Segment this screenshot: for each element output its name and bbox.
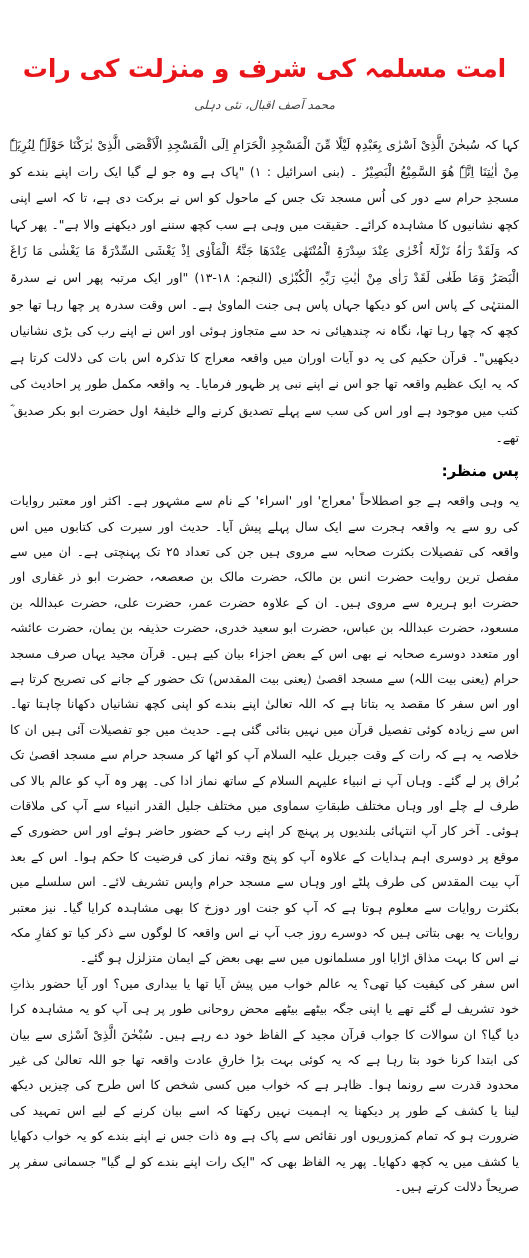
- section-heading-background: پس منظر:: [441, 462, 519, 481]
- paragraph-intro: کہا کہ سُبحٰنَ الَّذِیْ اَسْرٰی بِعَبْدِہٖ لَیْلًا مِّنَ الْمَسْجِدِ الْحَرَامِ اِلَی الْمَسْجِدِ الْاَقْصَی الَّذِیْ بٰرَکْنَا حَوْلَہٗ لِنُرِیَہٗ مِنْ اٰیٰتِنَا اِنَّہٗ ھُوَ السَّمِیْعُ الْبَصِیْرُ ۔ (بنی اسرائیل : ۱) "پاک ہے وہ جو لے گیا ایک رات اپنے بندے کو مسجدِ حرام سے دور کی اُس مسجد تک جس کے ماحول کو اس نے برکت دی ہے، تا کہ اسے اپنی کچھ نشانیوں کا مشاہدہ کرائے۔ حقیقت میں وہی ہے سب کچھ سننے اور دیکھنے والا ہے"۔ پھر کہا کہ وَلَقَدْ رَاٰہُ نَزْلَۃً اُخْرٰی عِنْدَ سِدْرَۃِ الْمُنْتَھٰی عِنْدَھَا جَنَّۃُ الْمَاْوٰی اِذْ یَغْشَی السِّدْرَۃَ مَا یَغْشٰی مَا زَاغَ الْبَصَرُ وَمَا طَغٰی لَقَدْ رَاٰی مِنْ اٰیٰتِ رَبِّہِ الْکُبْرٰی (النجم: ۱۸-۱۳) "اور ایک مرتبہ پھر اس نے سدرۃ المنتہٰی کے پاس اس کو دیکھا جہاں پاس ہی جنت الماویٰ ہے۔ اس وقت سدرہ پر چھا رہا تھا جو کچھ کہ چھا رہا تھا، نگاہ نہ چندھیائی نہ حد سے متجاوز ہوئی اور اس نے اپنے رب کی بڑی نشانیاں دیکھیں"۔ قرآن حکیم کی یہ دو آیات اوران میں واقعہ معراج کا تذکرہ اس بات کی دلالت کرتا ہے کہ یہ ایک عظیم واقعہ تھا جو اس نے اپنے نبی پر ظہور فرمایا۔ یہ واقعہ مکمل طور پر احادیث کی کتب میں موجود ہے اور اس کی سب سے پہلے تصدیق کرنے والے خلیفۂ اول حضرت ابو بکر صدیق ؓ تھے۔: [10, 138, 519, 445]
- article-title: امت مسلمہ کی شرف و منزلت کی رات: [22, 54, 507, 83]
- author-byline: محمد آصف اقبال، نئی دہلی: [194, 98, 335, 112]
- paragraph-nature-of-journey: اس سفر کی کیفیت کیا تھی؟ یہ عالم خواب میں پیش آیا تھا یا بیداری میں؟ اور آیا حضور بذاتِ خود تشریف لے گئے تھے یا اپنی جگہ بیٹھے بیٹھے محض روحانی طور پر ہی آپ کو یہ مشاہدہ کرا دیا گیا؟ ان سوالات کا جواب قرآن مجید کے الفاظ خود دے رہے ہیں۔ سُبْحٰنَ الَّذِیْ اَسْرٰی سے بیان کی ابتدا کرنا خود بتا رہا ہے کہ یہ کوئی بہت بڑا خارقِ عادت واقعہ تھا جو اللہ تعالیٰ کی غیر محدود قدرت سے رونما ہوا۔ ظاہر ہے کہ خواب میں کسی شخص کا اس طرح کی چیزیں دیکھ لینا یا کشف کے طور پر دیکھنا یہ اہمیت نہیں رکھتا کہ اسے بیان کرنے کے لیے اس تمہید کی ضرورت ہو کہ تمام کمزوریوں اور نقائص سے پاک ہے وہ ذات جس نے اپنے بندے کو یہ خواب دکھایا یا کشف میں یہ کچھ دکھایا۔ پھر یہ الفاظ بھی کہ "ایک رات اپنے بندے کو لے گیا" جسمانی سفر پر صریحاً دلالت کرتے ہیں۔: [10, 976, 519, 1195]
- paragraph-background: یہ وہی واقعہ ہے جو اصطلاحاً 'معراج' اور 'اسراء' کے نام سے مشہور ہے۔ اکثر اور معتبر روایات کی رو سے یہ واقعہ ہجرت سے ایک سال پہلے پیش آیا۔ حدیث اور سیرت کی کتابوں میں اس واقعہ کی تفصیلات بکثرت صحابہ سے مروی ہیں جن کی تعداد ۲۵ تک پہنچتی ہے۔ ان میں سے مفصل ترین روایت حضرت انس بن مالک، حضرت مالک بن صعصعہ، حضرت ابو ذر غفاری اور حضرت ابو ہریرہ سے مروی ہیں۔ ان کے علاوہ حضرت عمر، حضرت علی، حضرت عبداللہ بن مسعود، حضرت عبداللہ بن عباس، حضرت ابو سعید خدری، حضرت حذیفہ بن یمان، حضرت عائشہ اور متعدد دوسرے صحابہ نے بھی اس کے بعض اجزاء بیان کیے ہیں۔ قرآن مجید یہاں صرف مسجد حرام (یعنی بیت اللہ) سے مسجد اقصیٰ (یعنی بیت المقدس) تک حضور کے جانے کی تصریح کرتا ہے اور اس سفر کا مقصد یہ بتاتا ہے کہ اللہ تعالیٰ اپنے بندے کو اپنی کچھ نشانیاں دکھانا چاہتا تھا۔ اس سے زیادہ کوئی تفصیل قرآن میں نہیں بتائی گئی ہے۔ حدیث میں جو تفصیلات آئی ہیں ان کا خلاصہ یہ ہے کہ رات کے وقت جبریل علیہ السلام آپ کو اٹھا کر مسجد حرام سے مسجد اقصیٰ تک بُراق پر لے گئے۔ وہاں آپ نے انبیاء علیہم السلام کے ساتھ نماز ادا کی۔ پھر وہ آپ کو عالم بالا کی طرف لے چلے اور وہاں مختلف طبقاتِ سماوی میں مختلف جلیل القدر انبیاء سے آپ کی ملاقات ہوئی۔ آخر کار آپ انتہائی بلندیوں پر پہنچ کر اپنے رب کے حضور حاضر ہوئے اور اس حضوری کے موقع پر دوسری اہم ہدایات کے علاوہ آپ کو پنج وقتہ نماز کی فرضیت کا حکم ہوا۔ اس کے بعد آپ بیت المقدس کی طرف پلٹے اور وہاں سے مسجد حرام واپس تشریف لائے۔ اس سلسلے میں بکثرت روایات سے معلوم ہوتا ہے کہ آپ کو جنت اور دوزخ کا بھی مشاہدہ کرایا گیا۔ نیز معتبر روایات یہ بھی بتاتی ہیں کہ دوسرے روز جب آپ نے اس واقعہ کا لوگوں سے ذکر کیا تو کفارِ مکہ نے اس کا بہت مذاق اڑایا اور مسلمانوں میں سے بھی بعض کے ایمان متزلزل ہو گئے۔: [10, 494, 519, 966]
